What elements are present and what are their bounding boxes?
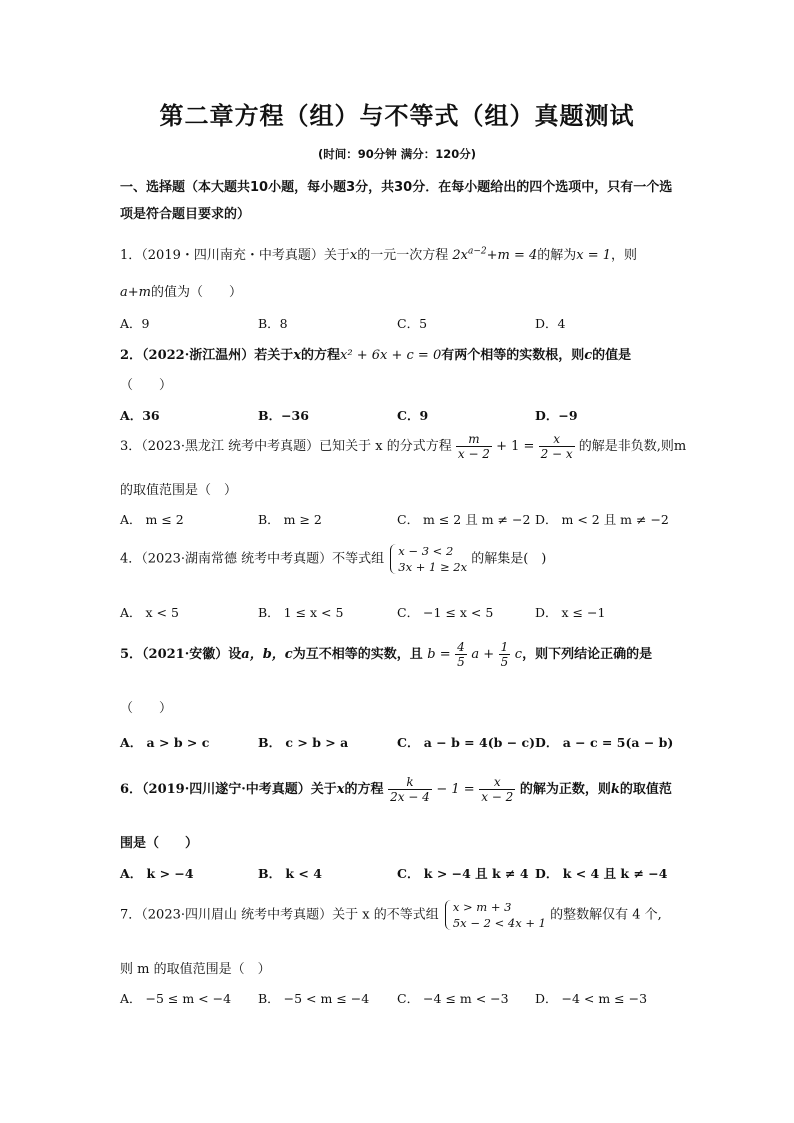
option-d: D． a − c = 5(a − b) <box>535 735 674 750</box>
question-5-cont: （ ） <box>120 701 173 716</box>
question-7: 7．（2023·四川眉山 统考中考真题）关于 x 的不等式组 x > m + 3 5x − 2 < 4x + 1 的整数解仅有 4 个, <box>120 900 662 930</box>
option-b: B．−36 <box>258 408 309 423</box>
question-3: 3．（2023·黑龙江 统考中考真题）已知关于 x 的分式方程 $\frac{m}{x - 2}$ + 1 = $\frac{x}{2 - x}$ 的解是非负数,则m <box>120 432 687 461</box>
question-1-cont: a+m的值为（ ） <box>120 285 242 300</box>
exam-info: (时间：90分钟 满分：120分) <box>317 147 477 161</box>
option-a: A． −5 ≤ m < −4 <box>120 991 232 1006</box>
question-6-cont: 围是（ ） <box>120 836 199 851</box>
option-c: C．5 <box>397 316 428 331</box>
option-b: B．8 <box>258 316 288 331</box>
question-4: 4．（2023·湖南常德 统考中考真题）不等式组 x − 3 < 2 3x + 1 ≥ 2x 的解集是( ) <box>120 544 547 574</box>
option-d: D． −4 < m ≤ −3 <box>535 991 648 1006</box>
option-a: A．36 <box>120 408 160 423</box>
question-6: 6．（2019·四川遂宁·中考真题）关于x的方程 $\frac{k}{2x - 4}$ − 1 = $\frac{x}{x - 2}$ 的解为正数，则k的取值范 <box>120 775 672 804</box>
fraction: $\frac{4}{5}$ <box>457 640 465 669</box>
question-1: 1．（2019・四川南充・中考真题）关于x的一元一次方程 $2x^{a-2}+m = 4$的解为x = 1，则 <box>120 246 638 263</box>
option-d: D． k < 4 且 k ≠ −4 <box>535 866 668 881</box>
option-d: D． x ≤ −1 <box>535 605 606 620</box>
option-a: A． x < 5 <box>120 605 179 620</box>
question-2-cont: （ ） <box>120 378 173 393</box>
fraction: $\frac{k}{2x - 4}$ <box>390 775 430 804</box>
fraction: $\frac{1}{5}$ <box>500 640 509 669</box>
option-c: C． a − b = 4(b − c) <box>397 735 536 750</box>
option-a: A．9 <box>120 316 150 331</box>
fraction: $\frac{m}{x - 2}$ <box>457 432 490 461</box>
question-7-cont: 则 m 的取值范围是（ ） <box>120 962 271 977</box>
option-b: B． c > b > a <box>258 735 349 750</box>
option-c: C． −1 ≤ x < 5 <box>397 605 494 620</box>
fraction: $\frac{x}{x - 2}$ <box>481 775 514 804</box>
option-d: D．4 <box>535 316 566 331</box>
question-5: 5．（2021·安徽）设a，b，c为互不相等的实数，且 b = $\frac{4}{5}$ a + $\frac{1}{5}$ c，则下列结论正确的是 <box>120 640 653 669</box>
option-a: A． a > b > c <box>120 735 210 750</box>
option-c: C． −4 ≤ m < −3 <box>397 991 509 1006</box>
option-a: A． m ≤ 2 <box>120 512 184 527</box>
option-c: C． m ≤ 2 且 m ≠ −2 <box>397 512 531 527</box>
question-2: 2．（2022·浙江温州）若关于x的方程x² + 6x + c = 0有两个相等的实数根，则c的值是 <box>120 348 632 363</box>
option-d: D． m < 2 且 m ≠ −2 <box>535 512 669 527</box>
question-3-cont: 的取值范围是（ ） <box>120 483 238 498</box>
option-b: B． 1 ≤ x < 5 <box>258 605 344 620</box>
option-b: B． −5 < m ≤ −4 <box>258 991 370 1006</box>
option-c: C．9 <box>397 408 429 423</box>
option-d: D．−9 <box>535 408 578 423</box>
inequality-system: x − 3 < 2 3x + 1 ≥ 2x <box>388 543 467 575</box>
page-title: 第二章方程（组）与不等式（组）真题测试 <box>159 102 635 130</box>
option-a: A． k > −4 <box>120 866 194 881</box>
option-c: C． k > −4 且 k ≠ 4 <box>397 866 529 881</box>
fraction: $\frac{x}{2 - x}$ <box>540 432 573 461</box>
section-heading: 一、选择题（本大题共10小题，每小题3分，共30分．在每小题给出的四个选项中，只有一个选项是符合题目要求的） <box>120 180 673 222</box>
option-b: B． k < 4 <box>258 866 322 881</box>
inequality-system: x > m + 3 5x − 2 < 4x + 1 <box>443 899 546 931</box>
option-b: B． m ≥ 2 <box>258 512 322 527</box>
